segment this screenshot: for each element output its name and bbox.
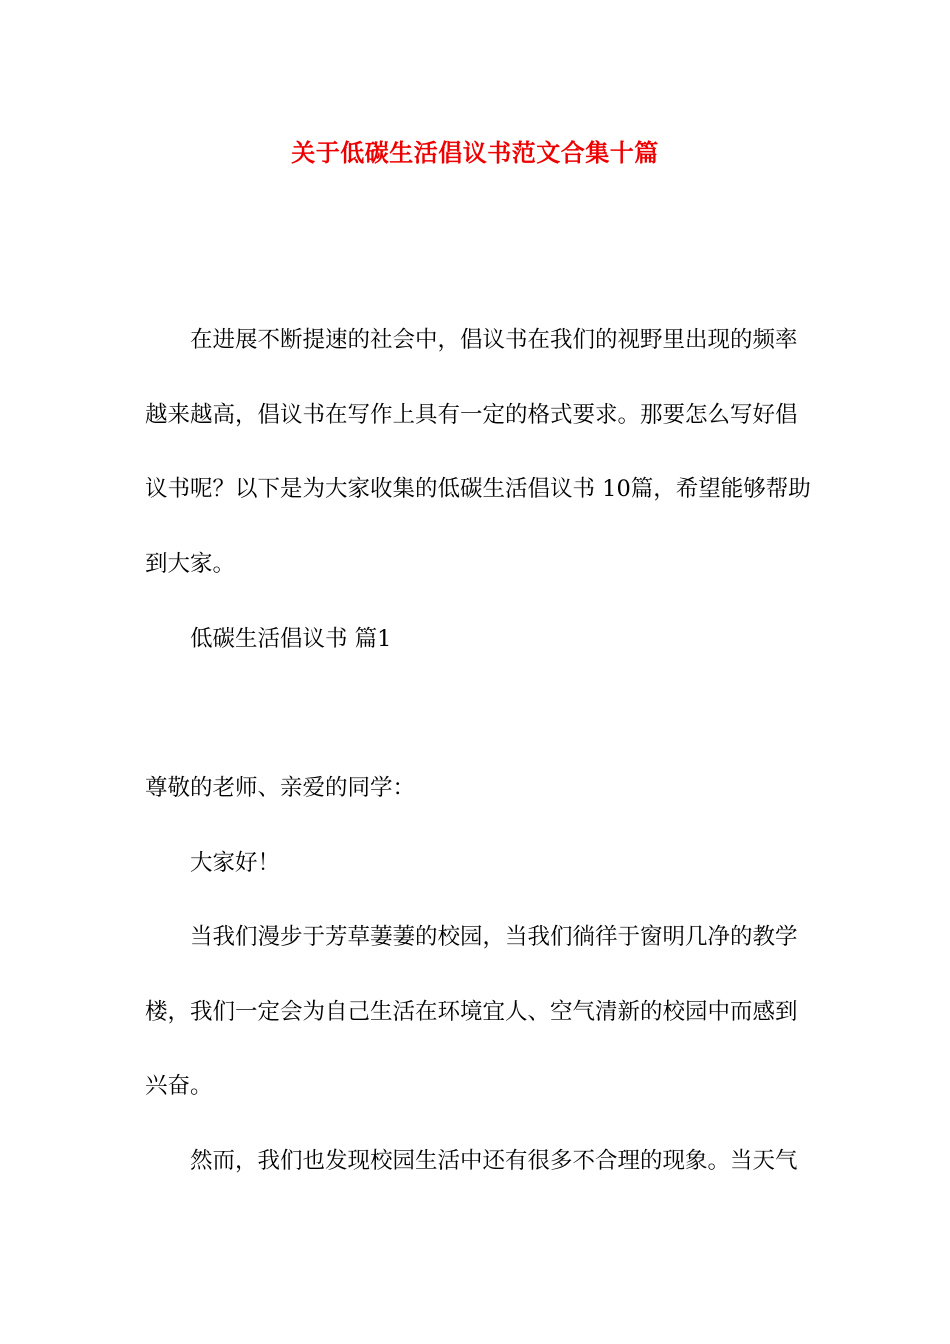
document-title: 关于低碳生活倡议书范文合集十篇 — [291, 138, 659, 167]
intro-line-3: 议书呢？以下是为大家收集的低碳生活倡议书 10篇，希望能够帮助 — [145, 476, 811, 502]
salutation: 尊敬的老师、亲爱的同学： — [145, 775, 416, 801]
body-line-1: 当我们漫步于芳草萋萋的校园，当我们徜徉于窗明几净的教学 — [190, 924, 798, 950]
intro-line-1: 在进展不断提速的社会中，倡议书在我们的视野里出现的频率 — [190, 327, 798, 353]
body-line-3: 兴奋。 — [145, 1073, 213, 1099]
section-heading: 低碳生活倡议书 篇1 — [190, 626, 392, 652]
intro-line-4: 到大家。 — [145, 551, 236, 577]
body-line-4: 然而，我们也发现校园生活中还有很多不合理的现象。当天气 — [190, 1148, 798, 1174]
greeting: 大家好！ — [190, 850, 281, 876]
body-line-2: 楼，我们一定会为自己生活在环境宜人、空气清新的校园中而感到 — [145, 999, 798, 1025]
intro-line-2: 越来越高，倡议书在写作上具有一定的格式要求。那要怎么写好倡 — [145, 402, 798, 428]
